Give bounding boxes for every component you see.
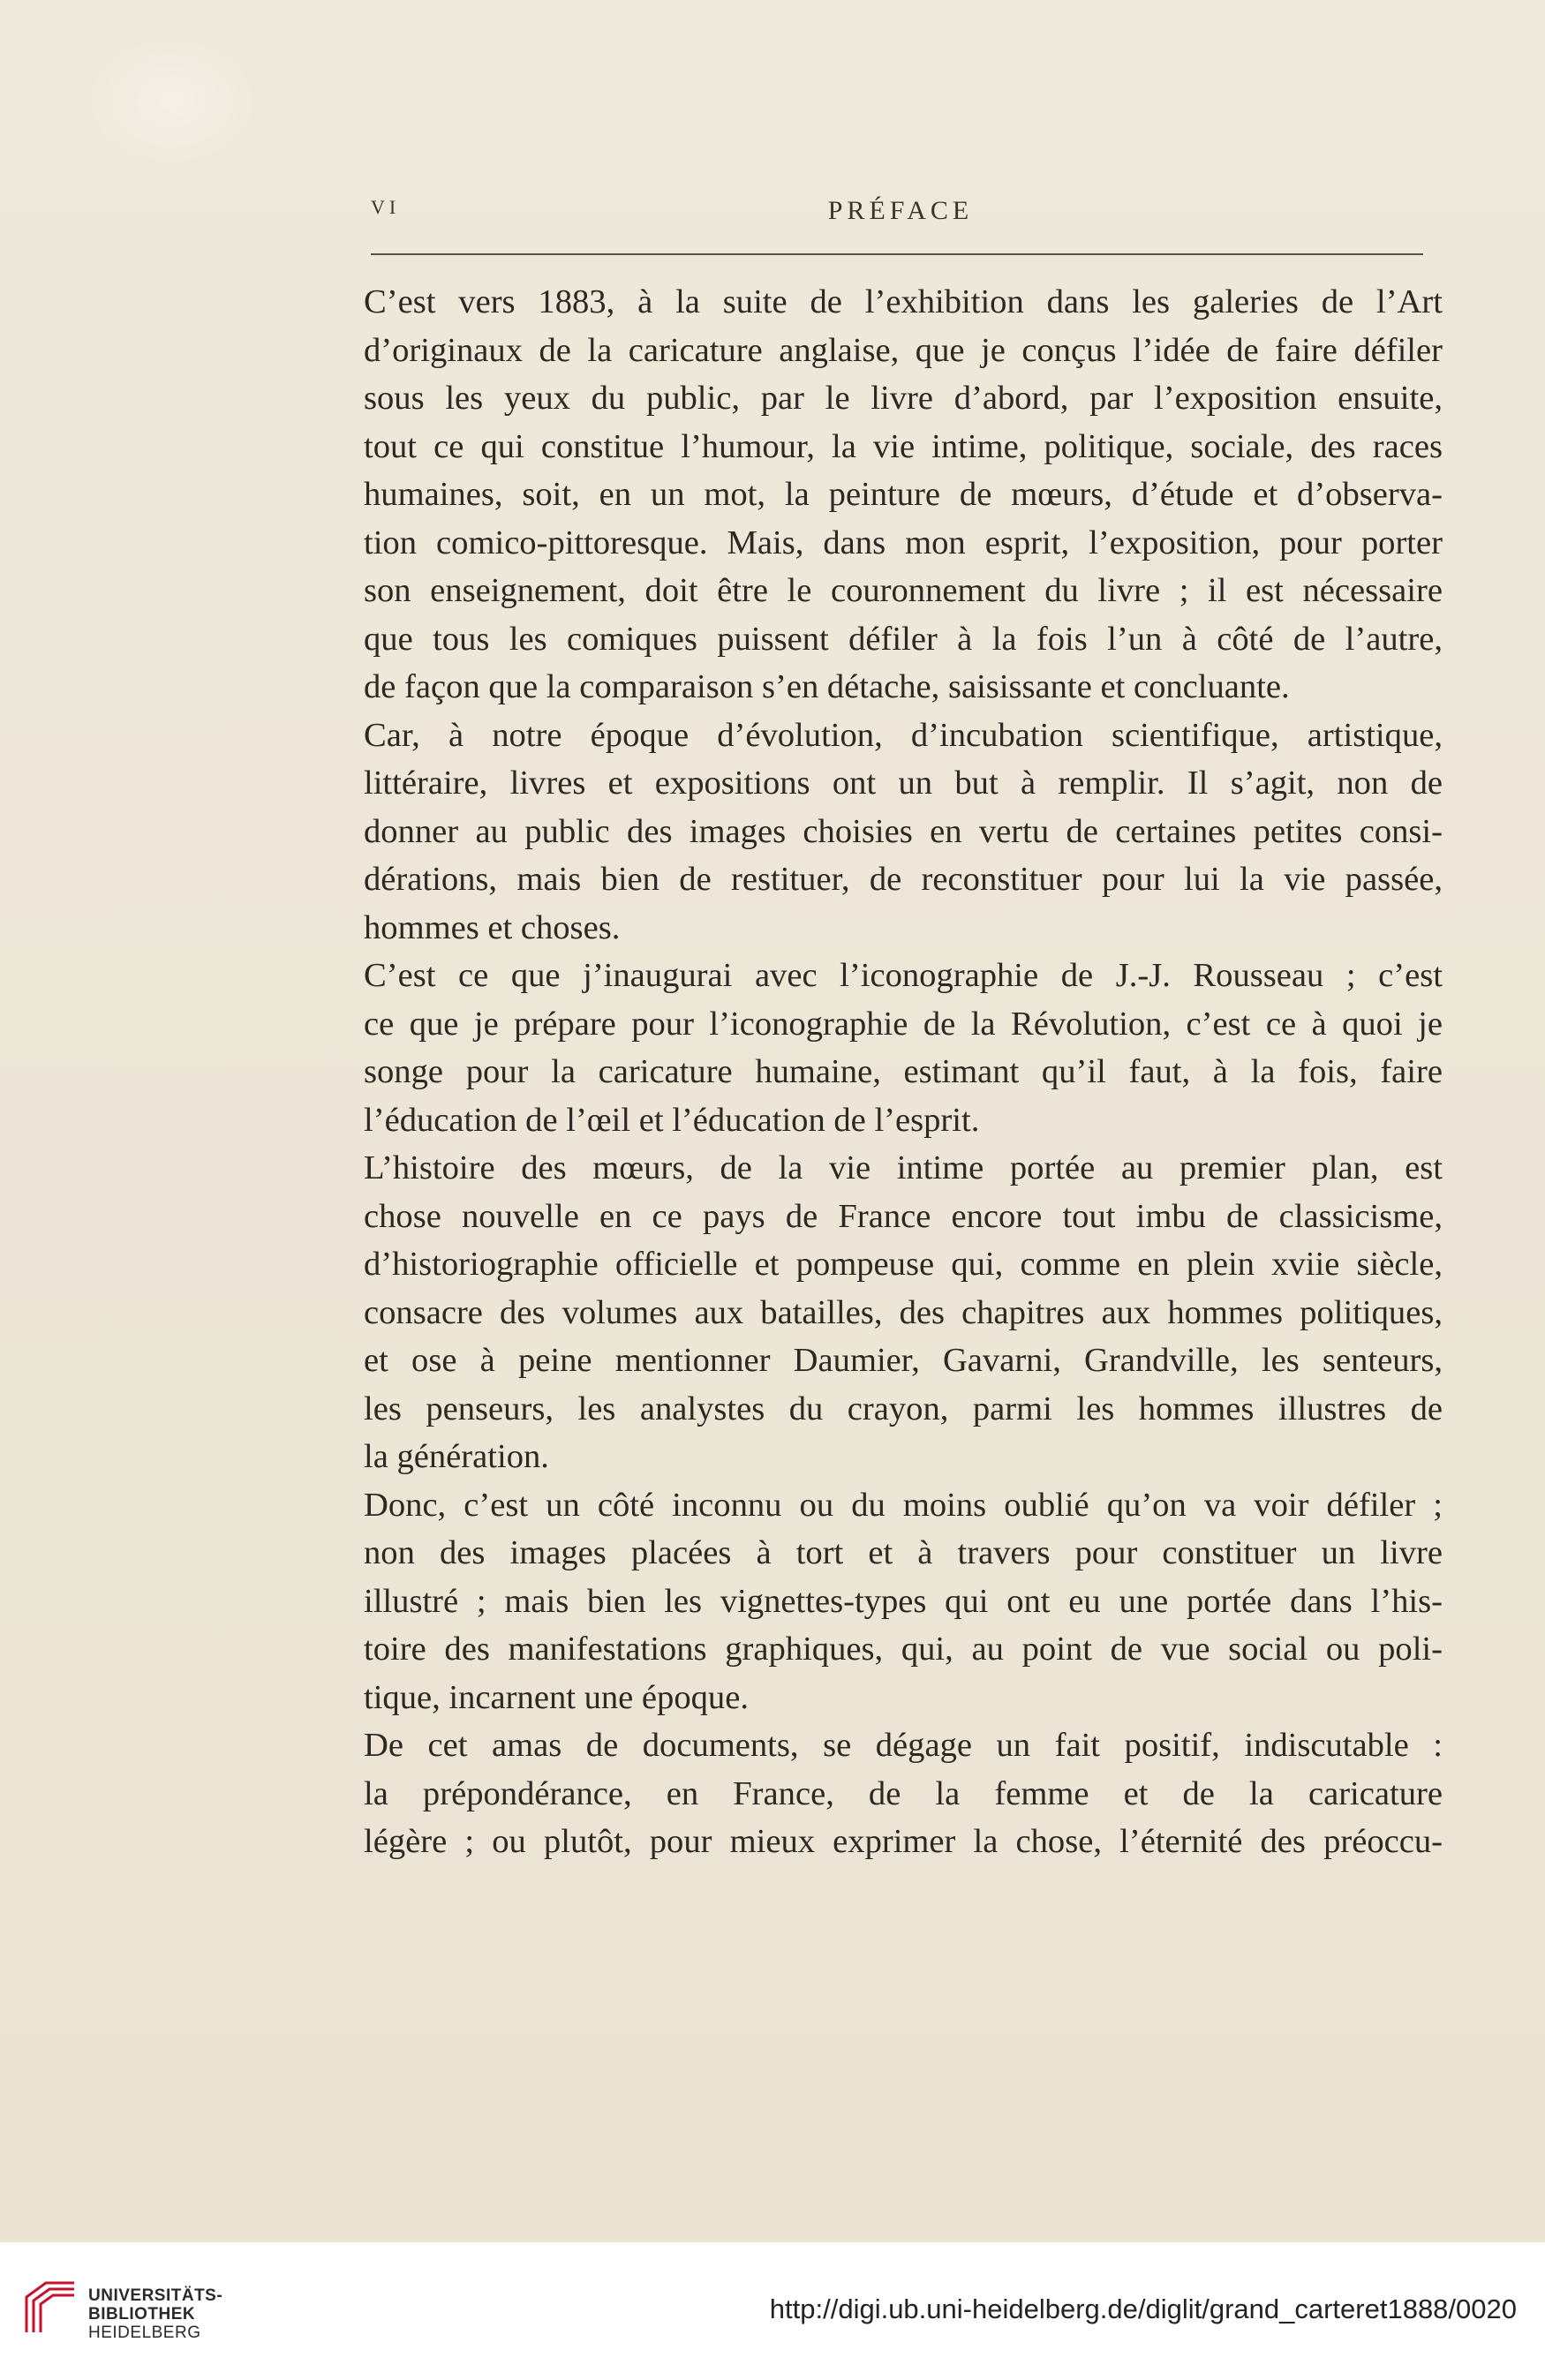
source-url-link[interactable]: http://digi.ub.uni-heidelberg.de/diglit/grand_carteret1888/0020 xyxy=(769,2293,1517,2324)
text-line: hommes et choses. xyxy=(364,908,621,946)
text-line: consacre des volumes aux batailles, des chapitres aux hommes politiques, xyxy=(364,1293,1443,1331)
body-text xyxy=(364,278,1443,1866)
text-line: et ose à peine mentionner Daumier, Gavarni, Grandville, les senteurs, xyxy=(364,1342,1443,1379)
text-line: humaines, soit, en un mot, la peinture de mœurs, d’étude et d’observa- xyxy=(364,476,1443,513)
text-line: légère ; ou plutôt, pour mieux exprimer la chose, l’éternité des préoccu- xyxy=(364,1823,1443,1860)
digitization-footer xyxy=(0,2242,1545,2380)
running-title: PRÉFACE xyxy=(827,196,974,225)
text-line: tion comico-pittoresque. Mais, dans mon esprit, l’exposition, pour porter xyxy=(364,523,1443,561)
text-line: C’est vers 1883, à la suite de l’exhibition dans les galeries de l’Art xyxy=(364,283,1443,320)
library-name: UNIVERSITÄTS- BIBLIOTHEK HEIDELBERG xyxy=(88,2286,223,2342)
page-header xyxy=(371,196,1430,231)
text-line: toire des manifestations graphiques, qui, au point de vue social ou poli- xyxy=(364,1631,1443,1668)
text-line: de façon que la comparaison s’en détache, saisissante et concluante. xyxy=(364,668,1290,705)
text-line: que tous les comiques puissent défiler à la fois l’un à côté de l’autre, xyxy=(364,620,1443,658)
text-line: songe pour la caricature humaine, estimant qu’il faut, à la fois, faire xyxy=(364,1053,1443,1090)
text-line: L’histoire des mœurs, de la vie intime portée au premier plan, est xyxy=(364,1149,1443,1186)
text-line: d’originaux de la caricature anglaise, que je conçus l’idée de faire défiler xyxy=(364,331,1443,369)
text-line: non des images placées à tort et à travers pour constituer un livre xyxy=(364,1534,1443,1571)
text-line: l’éducation de l’œil et l’éducation de l’esprit. xyxy=(364,1101,980,1139)
text-line: sous les yeux du public, par le livre d’abord, par l’exposition ensuite, xyxy=(364,380,1443,417)
text-line: Donc, c’est un côté inconnu ou du moins oublié qu’on va voir défiler ; xyxy=(364,1486,1443,1524)
page-number: VI xyxy=(371,196,401,218)
embossed-seal xyxy=(84,35,260,168)
text-line: tout ce qui constitue l’humour, la vie intime, politique, sociale, des races xyxy=(364,427,1443,465)
text-line: C’est ce que j’inaugurai avec l’iconographie de J.-J. Rousseau ; c’est xyxy=(364,957,1443,994)
text-line: illustré ; mais bien les vignettes-types qui ont eu une portée dans l’his- xyxy=(364,1582,1443,1620)
text-line: son enseignement, doit être le couronnement du livre ; il est nécessaire xyxy=(364,572,1443,609)
text-line: les penseurs, les analystes du crayon, parmi les hommes illustres de xyxy=(364,1390,1443,1427)
text-line: donner au public des images choisies en vertu de certaines petites consi- xyxy=(364,812,1443,850)
text-line: De cet amas de documents, se dégage un fait positif, indiscutable : xyxy=(364,1727,1443,1764)
text-line: ce que je prépare pour l’iconographie de la Révolution, c’est ce à quoi je xyxy=(364,1005,1443,1043)
text-line: tique, incarnent une époque. xyxy=(364,1678,749,1716)
text-line: d’historiographie officielle et pompeuse qui, comme en plein xviie siècle, xyxy=(364,1246,1443,1283)
text-line: dérations, mais bien de restituer, de reconstituer pour lui la vie passée, xyxy=(364,861,1443,898)
text-line: littéraire, livres et expositions ont un but à remplir. Il s’agit, non de xyxy=(364,764,1443,802)
text-line: Car, à notre époque d’évolution, d’incubation scientifique, artistique, xyxy=(364,716,1443,754)
header-rule xyxy=(371,253,1423,255)
text-line: la prépondérance, en France, de la femme et de la caricature xyxy=(364,1774,1443,1812)
text-line: chose nouvelle en ce pays de France encore tout imbu de classicisme, xyxy=(364,1197,1443,1235)
library-logo-icon xyxy=(19,2278,81,2339)
text-line: la génération. xyxy=(364,1438,549,1475)
